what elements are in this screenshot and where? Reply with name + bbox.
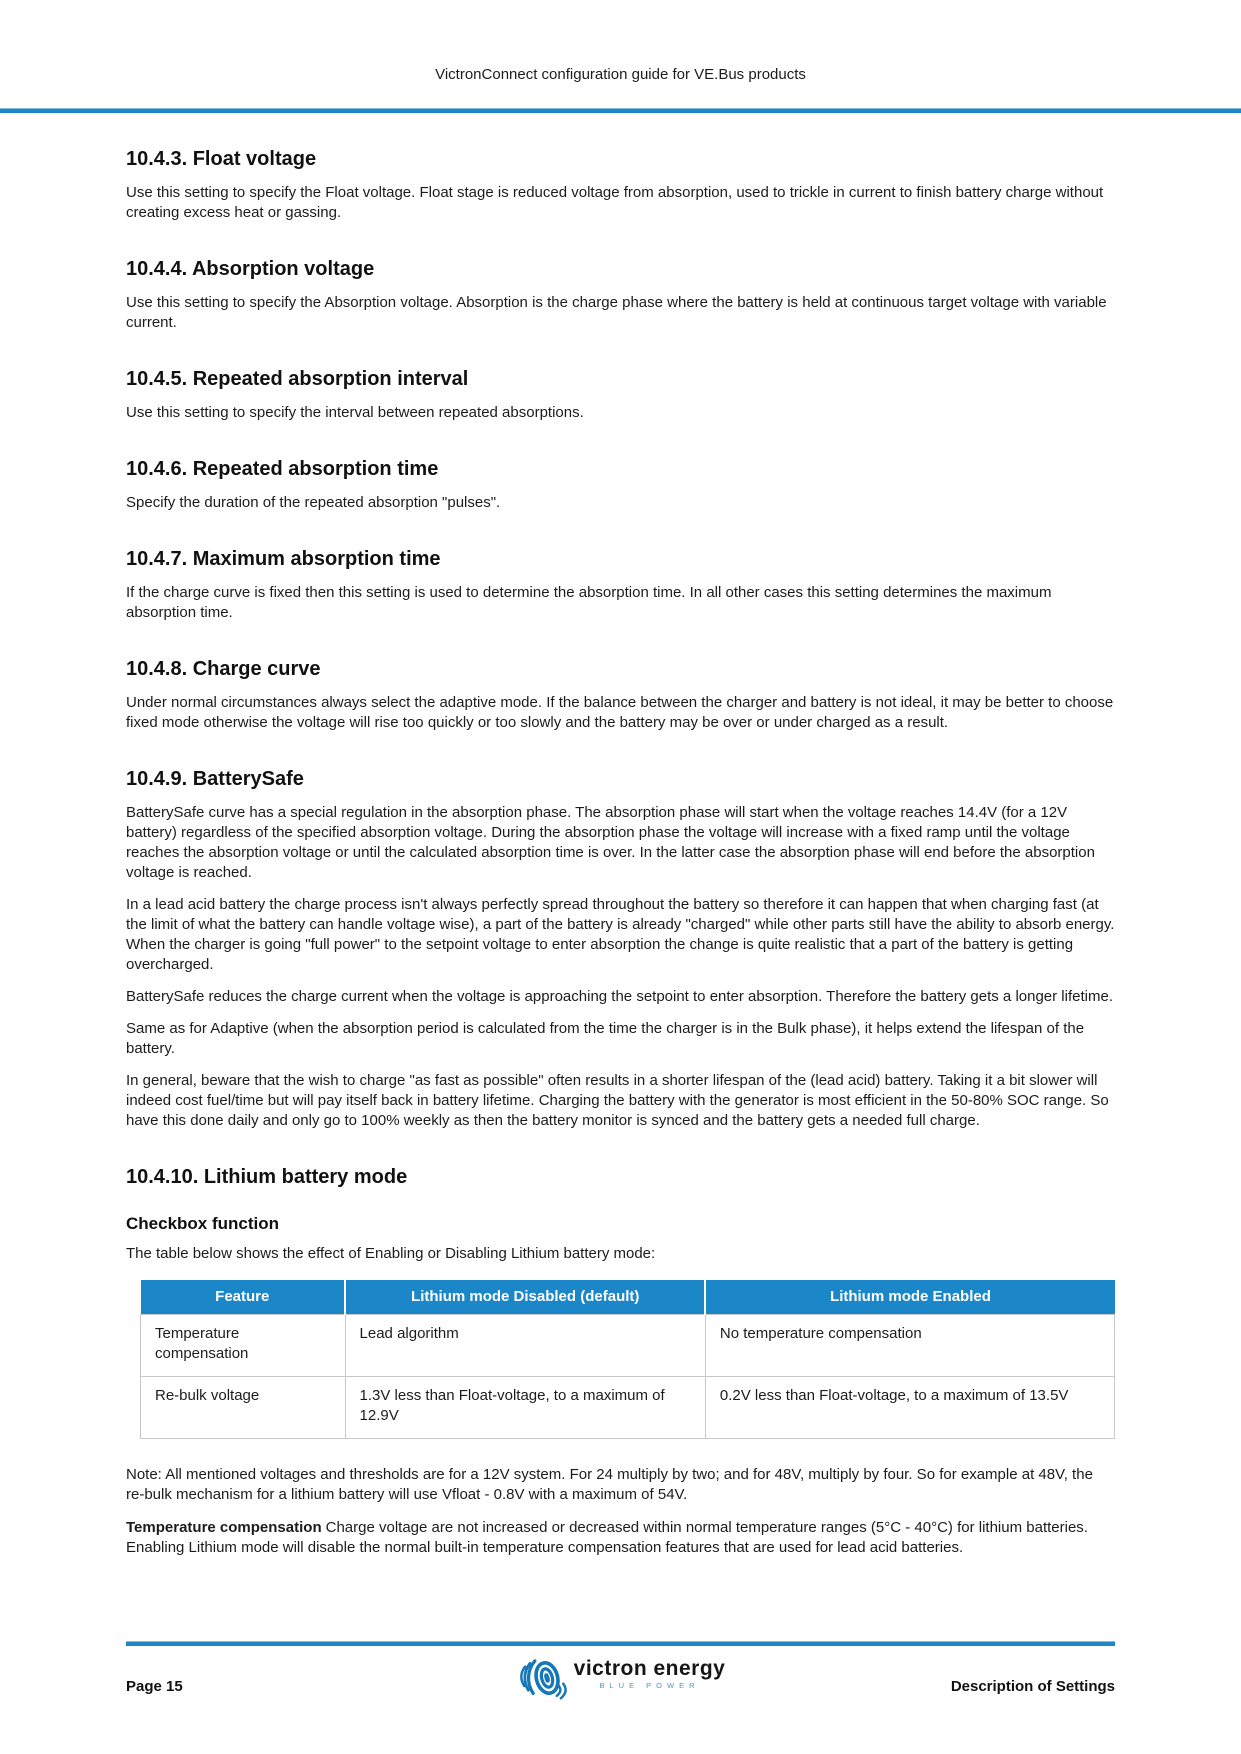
table-cell: 1.3V less than Float-voltage, to a maximum of 12.9V	[345, 1377, 705, 1439]
table-header-lithium-disabled: Lithium mode Disabled (default)	[345, 1280, 705, 1315]
lithium-mode-table	[140, 1280, 1115, 1439]
footer-section-label: Description of Settings	[950, 1678, 1115, 1695]
footer-row	[126, 1657, 1115, 1695]
table-row	[141, 1315, 1115, 1377]
header-rule	[0, 108, 1241, 113]
paragraph: In general, beware that the wish to charge "as fast as possible" often results in a shorter lifespan of the (lead acid) battery. Taking it a bit slower will indeed cost fuel/time but will pay itself back in battery lifetime. Charging the battery with the generator is most efficient in the 50-80% SOC range. So have this done daily and only go to 100% weekly as then the battery monitor is synced and the battery gets a needed full charge.	[126, 1072, 1109, 1129]
logo-wordmark: victron energy	[573, 1657, 726, 1680]
page-footer	[126, 1641, 1115, 1695]
paragraph: Use this setting to specify the Absorption voltage. Absorption is the charge phase where the battery is held at continuous target voltage with variable current.	[126, 294, 1107, 331]
section-title-float-voltage: 10.4.3. Float voltage	[126, 148, 317, 170]
table-row	[141, 1377, 1115, 1439]
running-header-title: VictronConnect configuration guide for VE.Bus products	[435, 66, 806, 83]
paragraph: Under normal circumstances always select the adaptive mode. If the balance between the charger and battery is not ideal, it may be better to choose fixed mode otherwise the voltage will rise too quickly or too slowly and the battery may be over or under charged as a result.	[126, 694, 1114, 731]
table-header-row	[141, 1280, 1115, 1315]
section-title-repeated-absorption-time: 10.4.6. Repeated absorption time	[126, 458, 439, 480]
paragraph: BatterySafe reduces the charge current when the voltage is approaching the setpoint to enter absorption. Therefore the battery gets a longer lifetime.	[126, 988, 1113, 1005]
table-cell: Lead algorithm	[345, 1315, 705, 1377]
section-title-repeated-absorption-interval: 10.4.5. Repeated absorption interval	[126, 368, 469, 390]
paragraph: Same as for Adaptive (when the absorption period is calculated from the time the charger is in the Bulk phase), it helps extend the lifespan of the battery.	[126, 1020, 1085, 1057]
temperature-compensation-paragraph	[126, 1518, 1115, 1558]
paragraph: If the charge curve is fixed then this setting is used to determine the absorption time. In all other cases this setting determines the maximum absorption time.	[126, 584, 1052, 621]
victron-logo	[516, 1656, 726, 1700]
paragraph: Use this setting to specify the Float voltage. Float stage is reduced voltage from absorption, used to trickle in current to finish battery charge without creating excess heat or gassing.	[126, 184, 1104, 221]
section-title-batterysafe: 10.4.9. BatterySafe	[126, 768, 304, 790]
victron-swirl-icon	[516, 1656, 568, 1700]
paragraph: BatterySafe curve has a special regulation in the absorption phase. The absorption phase will start when the voltage reaches 14.4V (for a 12V battery) regardless of the specified absorption voltage. During the absorption phase the voltage will increase with a fixed ramp until the voltage reaches the absorption voltage or until the calculated absorption time is over. In the latter case the absorption phase will end before the absorption voltage is reached.	[126, 804, 1095, 881]
paragraph: In a lead acid battery the charge process isn't always perfectly spread throughout the battery so therefore it can happen that when charging fast (at the limit of what the battery can handle voltage wise), a part of the battery is already "charged" while other parts still have the ability to absorb energy. When the charger is going "full power" to the setpoint voltage to enter absorption the change is quite realistic that a part of the battery is getting overcharged.	[126, 896, 1115, 973]
temperature-compensation-label: Temperature compensation	[126, 1519, 322, 1536]
section-title-lithium-battery-mode: 10.4.10. Lithium battery mode	[126, 1166, 408, 1188]
paragraph: Specify the duration of the repeated absorption "pulses".	[126, 494, 501, 511]
note-paragraph: Note: All mentioned voltages and thresholds are for a 12V system. For 24 multiply by two; and for 48V, multiply by four. So for example at 48V, the re-bulk mechanism for a lithium battery will use Vfloat - 0.8V with a maximum of 54V.	[126, 1466, 1093, 1503]
table-cell: Re-bulk voltage	[141, 1377, 346, 1439]
table-intro-text: The table below shows the effect of Enabling or Disabling Lithium battery mode:	[126, 1245, 656, 1262]
table-header-feature: Feature	[141, 1280, 346, 1315]
sub-title-checkbox-function: Checkbox function	[126, 1214, 280, 1233]
table-cell: Temperature compensation	[141, 1315, 346, 1377]
logo-text-block	[574, 1656, 726, 1690]
section-title-charge-curve: 10.4.8. Charge curve	[126, 658, 321, 680]
table-cell: No temperature compensation	[705, 1315, 1114, 1377]
page-number: Page 15	[126, 1678, 183, 1695]
running-header	[0, 0, 1241, 85]
footer-rule	[126, 1641, 1115, 1646]
paragraph: Use this setting to specify the interval between repeated absorptions.	[126, 404, 584, 421]
temperature-compensation-text: Charge voltage are not increased or decreased within normal temperature ranges (5°C - 40°C) for lithium batteries. Enabling Lithium mode will disable the normal built-in temperature compensation features that are used for lead acid batteries.	[126, 1519, 1088, 1556]
section-title-maximum-absorption-time: 10.4.7. Maximum absorption time	[126, 548, 441, 570]
table-header-lithium-enabled: Lithium mode Enabled	[705, 1280, 1114, 1315]
section-title-absorption-voltage: 10.4.4. Absorption voltage	[126, 258, 375, 280]
logo-subtext: BLUE POWER	[599, 1681, 700, 1690]
table-cell: 0.2V less than Float-voltage, to a maximum of 13.5V	[705, 1377, 1114, 1439]
page-content	[0, 147, 1241, 1558]
